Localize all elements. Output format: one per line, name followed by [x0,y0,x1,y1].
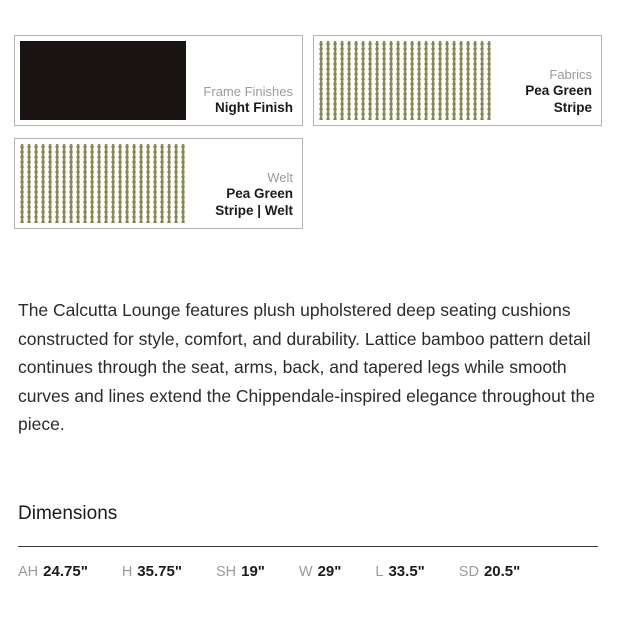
swatch-card-frame-finishes[interactable] [14,35,303,126]
swatch-row-2 [14,138,602,229]
swatch-thumbnail-pea-green-stripe-welt [20,144,186,223]
swatch-grid [14,35,602,241]
dimension-value: 33.5" [388,563,425,580]
dimension-value: 29" [317,563,342,580]
dimension-item [122,563,182,580]
swatch-card-welt[interactable] [14,138,303,229]
swatch-value-label: Night Finish [215,99,293,115]
dimension-value: 35.75" [137,563,182,580]
product-description: The Calcutta Lounge features plush upholstered deep seating cushions constructed for style, comfort, and durability. Lattice bamboo pattern detail continues through the seat, arms, back, and tapered legs while smooth curves and lines extend the Chippendale-inspired elegance throughout the piece. [18,300,595,435]
dimension-item [375,563,424,580]
dimension-item [18,563,88,580]
dimensions-heading: Dimensions [18,503,118,524]
dimension-abbr: SD [458,564,479,580]
swatch-category-label: Welt [267,170,293,186]
swatch-label-group [186,41,297,120]
dimension-abbr: SH [215,564,237,580]
swatch-thumbnail-night-finish [20,41,186,120]
swatch-card-fabrics[interactable] [313,35,602,126]
dimension-item [299,563,341,580]
dimension-item [216,563,265,580]
swatch-category-label: Frame Finishes [203,83,293,99]
dimension-value: 24.75" [43,563,88,580]
dimensions-row [18,563,618,580]
dimensions-divider [18,546,598,547]
dimension-abbr: W [298,564,313,580]
swatch-value-label: Pea Green Stripe | Welt [215,186,293,218]
dimension-item [459,563,520,580]
solid-finish-sample [20,41,186,120]
dimension-value: 19" [241,563,265,580]
dimension-abbr: H [121,564,133,580]
dimension-abbr: AH [18,564,39,580]
dimension-value: 20.5" [483,563,521,580]
swatch-category-label: Fabrics [549,67,592,83]
swatch-row-1 [14,35,602,126]
dimension-abbr: L [375,564,384,580]
stripe-welt-sample [20,144,186,223]
swatch-label-group [491,41,596,120]
swatch-label-group [186,144,297,223]
stripe-fabric-sample [319,41,491,120]
swatch-thumbnail-pea-green-stripe [319,41,491,120]
swatch-value-label: Pea Green Stripe [525,83,592,115]
